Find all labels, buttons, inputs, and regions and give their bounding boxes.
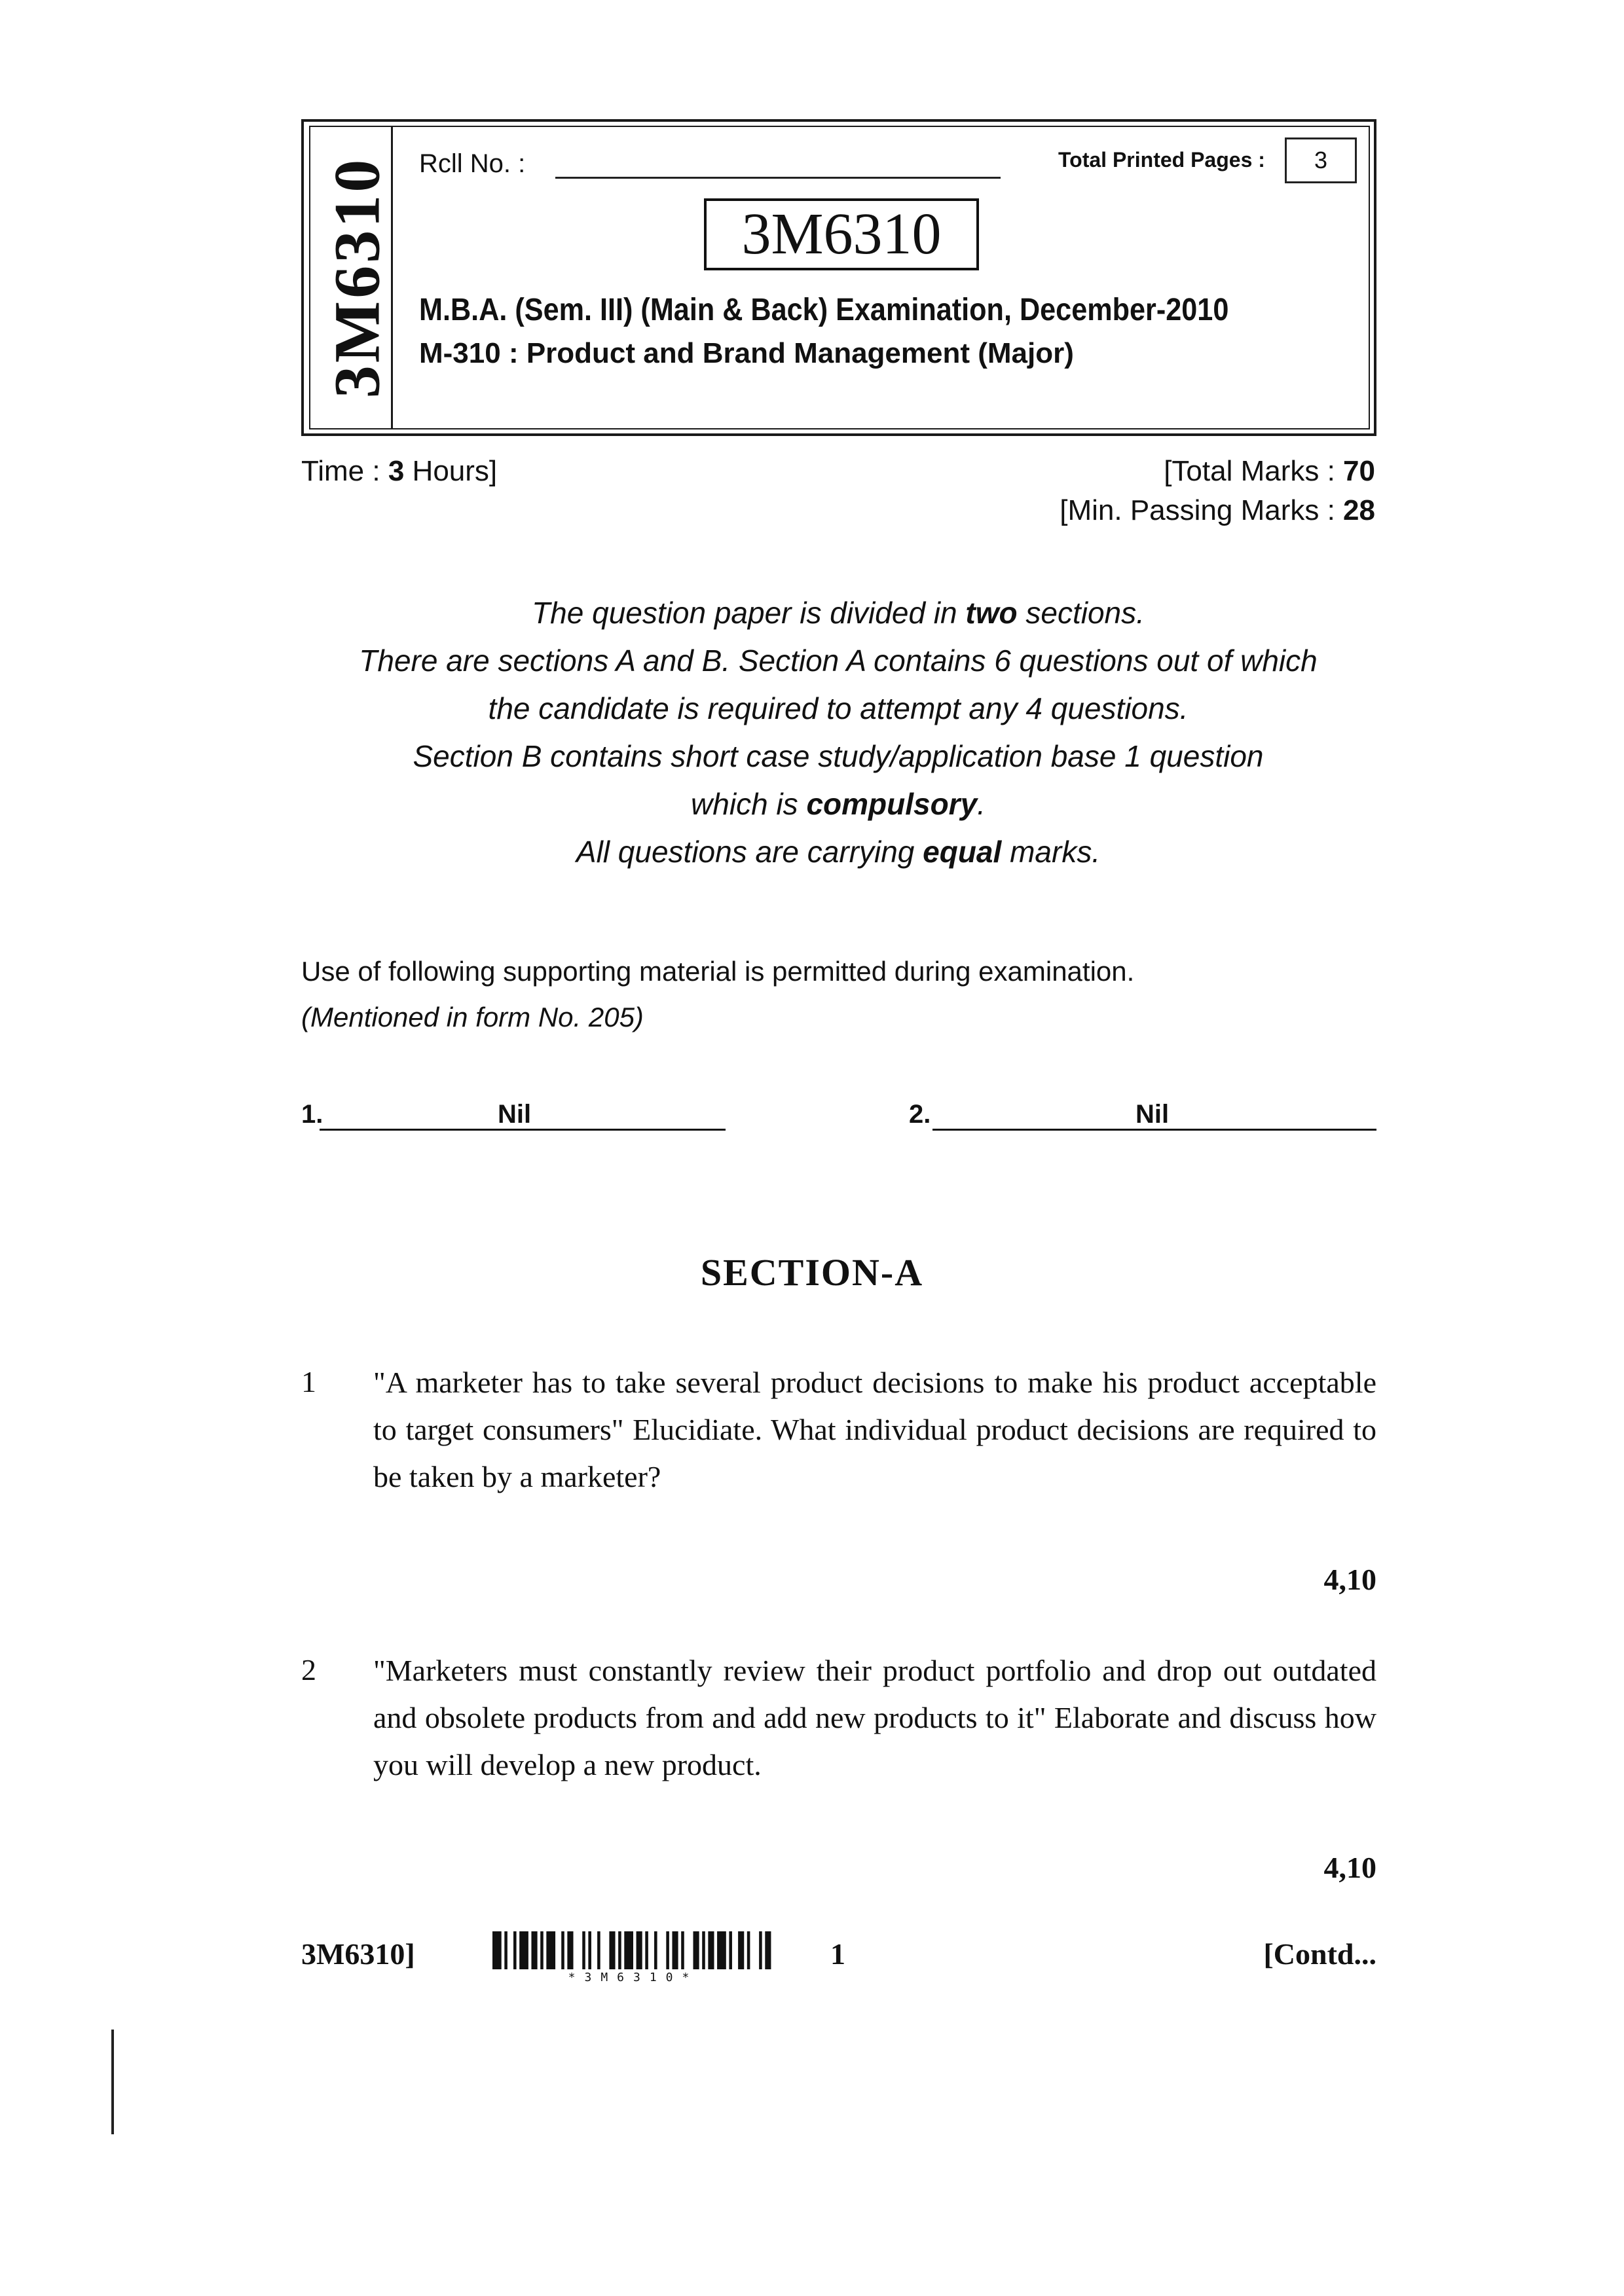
barcode-bar	[645, 1931, 648, 1969]
barcode-bar	[747, 1931, 750, 1969]
total-pages-value: 3	[1285, 137, 1357, 183]
barcode-bar	[513, 1931, 517, 1969]
barcode-bar	[492, 1931, 502, 1969]
side-paper-code: 3M6310	[320, 156, 394, 399]
question-marks: 4,10	[1323, 1851, 1376, 1884]
min-marks-value: 28	[1343, 494, 1375, 526]
barcode-bar	[597, 1931, 600, 1969]
barcode-bar	[681, 1931, 684, 1969]
instruction-line: the candidate is required to attempt any 4 questions.	[488, 691, 1189, 725]
form-note: (Mentioned in form No. 205)	[301, 1002, 644, 1032]
roll-number-label: Rcll No. :	[419, 149, 526, 178]
scan-margin-mark	[111, 2030, 114, 2134]
instructions	[288, 589, 1388, 876]
barcode-bar	[759, 1931, 762, 1969]
page-number: 1	[830, 1937, 845, 1971]
support-item-number: 2.	[909, 1100, 931, 1129]
barcode-bar	[693, 1931, 699, 1969]
barcode-bar	[654, 1931, 657, 1969]
support-item-value: Nil	[498, 1100, 532, 1129]
question-number: 2	[301, 1653, 316, 1686]
barcode-bar	[738, 1931, 744, 1969]
barcode-bar	[588, 1931, 591, 1969]
question-text: "Marketers must constantly review their product portfolio and drop out outdated and obsolete products from and add new products to it" Elaborate and discuss how you will develop a new product.	[373, 1654, 1376, 1781]
footer-paper-code: 3M6310]	[301, 1937, 415, 1971]
barcode-bar	[504, 1931, 507, 1969]
paper-code: 3M6310	[704, 198, 979, 270]
barcode-bar	[609, 1931, 615, 1969]
barcode-bar	[582, 1931, 585, 1969]
barcode-bar	[567, 1931, 573, 1969]
time-allowed: Time : 3 Hours]	[301, 455, 498, 487]
instruction-line: which is compulsory.	[691, 787, 986, 821]
instruction-line: There are sections A and B. Section A contains 6 questions out of which	[359, 644, 1318, 678]
barcode-bar	[765, 1931, 771, 1969]
total-pages-label: Total Printed Pages :	[1058, 148, 1265, 172]
min-passing-marks: [Min. Passing Marks : 28	[1060, 494, 1375, 526]
barcode-bar	[546, 1931, 555, 1969]
barcode-bar	[708, 1931, 714, 1969]
supporting-material-line: Use of following supporting material is permitted during examination.	[301, 956, 1135, 987]
barcode-bar	[666, 1931, 669, 1969]
barcode-bar	[618, 1931, 621, 1969]
support-item-number: 1.	[301, 1100, 323, 1129]
subject-title: M-310 : Product and Brand Management (Major)	[419, 337, 1074, 369]
barcode-image	[492, 1931, 774, 1969]
question-marks: 4,10	[1323, 1563, 1376, 1596]
question-number: 1	[301, 1365, 316, 1398]
barcode-bar	[561, 1931, 564, 1969]
continued-label: [Contd...	[1263, 1937, 1376, 1971]
barcode-bar	[672, 1931, 678, 1969]
barcode-bar	[531, 1931, 537, 1969]
exam-title: M.B.A. (Sem. III) (Main & Back) Examination, December-2010	[419, 293, 1229, 327]
total-marks: [Total Marks : 70	[1164, 455, 1375, 487]
barcode-bar	[717, 1931, 726, 1969]
barcode-bar	[519, 1931, 528, 1969]
support-item-1	[301, 1100, 727, 1139]
barcode-bar	[729, 1931, 732, 1969]
barcode-bar	[702, 1931, 705, 1969]
barcode-text: *3M6310*	[568, 1971, 699, 1984]
roll-number-line	[555, 177, 1001, 179]
barcode-bar	[637, 1931, 642, 1969]
instruction-line: All questions are carrying equal marks.	[576, 835, 1101, 869]
total-marks-value: 70	[1343, 455, 1375, 487]
instruction-line: The question paper is divided in two sections.	[532, 596, 1145, 630]
instruction-line: Section B contains short case study/application base 1 question	[413, 739, 1264, 773]
support-item-value: Nil	[1135, 1100, 1170, 1129]
section-heading: SECTION-A	[700, 1251, 924, 1294]
question-text: "A marketer has to take several product decisions to make his product acceptable to target consumers" Elucidiate. What individual product decisions are required to be taken by a marketer?	[373, 1366, 1376, 1493]
time-value: 3	[388, 455, 405, 487]
barcode-bar	[624, 1931, 633, 1969]
barcode-bar	[540, 1931, 544, 1969]
support-item-2	[909, 1100, 1376, 1139]
